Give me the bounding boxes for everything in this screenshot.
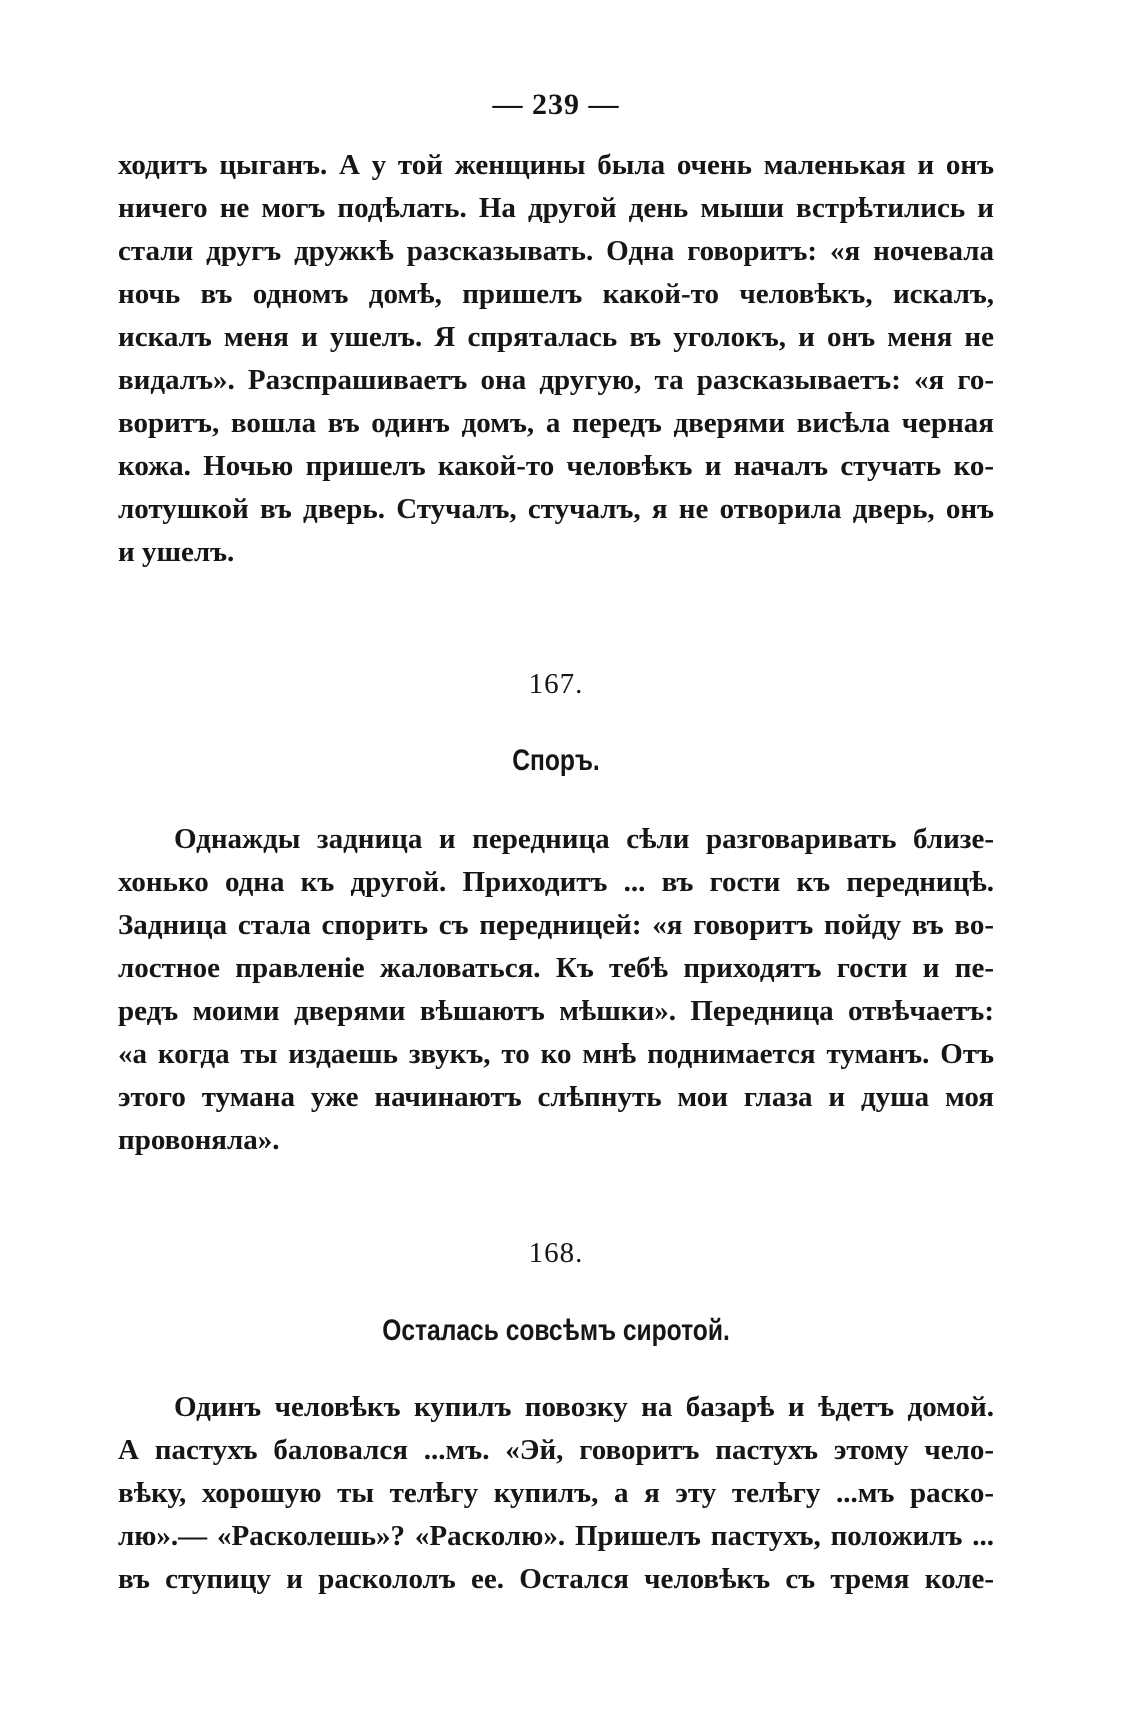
- text-line: Задница стала спорить съ передницей: «я говоритъ пойду въ во-: [118, 909, 994, 941]
- text-line: этого тумана уже начинаютъ слѣпнуть мои глаза и душа моя: [118, 1081, 994, 1113]
- story-number: 167.: [528, 668, 584, 700]
- text-line: «а когда ты издаешь звукъ, то ко мнѣ поднимается туманъ. Отъ: [118, 1038, 994, 1070]
- text-line: воритъ, вошла въ одинъ домъ, а передъ дверями висѣла черная: [118, 407, 994, 439]
- text-line: А пастухъ баловался ...мъ. «Эй, говоритъ пастухъ этому чело-: [118, 1434, 994, 1466]
- continuation-paragraph: [118, 144, 994, 574]
- text-line: лотушкой въ дверь. Стучалъ, стучалъ, я не отворила дверь, онъ: [118, 493, 994, 525]
- text-line: ходитъ цыганъ. А у той женщины была очень маленькая и онъ: [118, 149, 994, 181]
- story-paragraph: [118, 1386, 994, 1601]
- text-line: и ушелъ.: [118, 536, 235, 568]
- text-line: Одинъ человѣкъ купилъ повозку на базарѣ и ѣдетъ домой.: [174, 1391, 994, 1423]
- text-line: провоняла».: [118, 1124, 280, 1156]
- text-line: хонько одна къ другой. Приходитъ ... въ гости къ передницѣ.: [118, 866, 994, 898]
- story-paragraph: [118, 818, 994, 1162]
- text-line: видалъ». Разспрашиваетъ она другую, та разсказываетъ: «я го-: [118, 364, 994, 396]
- text-line: лю».— «Расколешь»? «Расколю». Пришелъ пастухъ, положилъ ...: [118, 1520, 994, 1552]
- story-title: Осталась совсѣмъ сиротой.: [382, 1314, 730, 1347]
- text-line: редъ моими дверями вѣшаютъ мѣшки». Передница отвѣчаетъ:: [118, 995, 994, 1027]
- text-line: вѣку, хорошую ты телѣгу купилъ, а я эту телѣгу ...мъ раско-: [118, 1477, 994, 1509]
- text-line: ночь въ одномъ домѣ, пришелъ какой-то человѣкъ, искалъ,: [118, 278, 994, 310]
- book-page: [118, 0, 994, 1712]
- text-line: въ ступицу и раскололъ ее. Остался человѣкъ съ тремя коле-: [118, 1563, 994, 1595]
- text-line: Однажды задница и передница сѣли разговаривать близе-: [174, 823, 994, 855]
- text-line: ничего не могъ подѣлать. На другой день мыши встрѣтились и: [118, 192, 994, 224]
- text-line: искалъ меня и ушелъ. Я спряталась въ уголокъ, и онъ меня не: [118, 321, 994, 353]
- text-line: кожа. Ночью пришелъ какой-то человѣкъ и началъ стучать ко-: [118, 450, 994, 482]
- story-number: 168.: [528, 1237, 584, 1269]
- text-line: лостное правленіе жаловаться. Къ тебѣ приходятъ гости и пе-: [118, 952, 994, 984]
- page-number: — 239 —: [492, 88, 620, 121]
- story-title: Споръ.: [512, 744, 600, 777]
- text-line: стали другъ дружкѣ разсказывать. Одна говоритъ: «я ночевала: [118, 235, 994, 267]
